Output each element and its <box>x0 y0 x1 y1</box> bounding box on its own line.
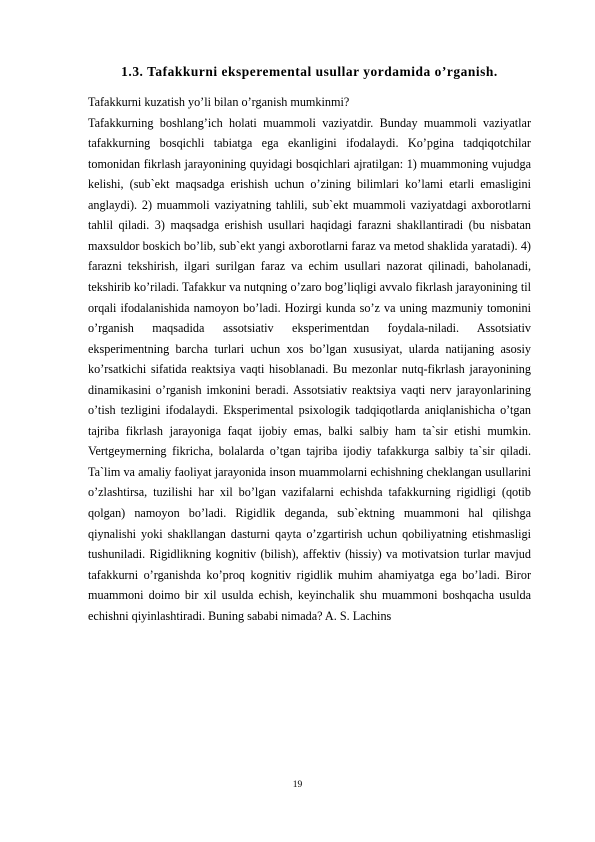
body-paragraph: Tafakkurning boshlang’ich holati muammoli vaziyatdir. Bunday muammoli vaziyatlar tafakkurning bosqichli tabiatga ega ekanligini ifodalaydi. Ko’pgina tadqiqotchilar tomonidan fikrlash jarayonining quyidagi bosqichlari ajratilgan: 1) muammoning vujudga kelishi, (sub`ekt maqsadga erishish uchun o’zining bilimlari ko’lami etarli emasligini anglaydi). 2) muammoli vaziyatning tahlili, sub`ekt muammoli vaziyatdagi axborotlarni tahlil qiladi. 3) maqsadga erishish usullari haqidagi farazni shakllantiradi (bu nisbatan maxsuldor boskich bo’lib, sub`ekt yangi axborotlarni faraz va metod shaklida yaratadi). 4) farazni tekshirish, ilgari surilgan faraz va echim usullari nazorat qilinadi, baholanadi, tekshirib ko’riladi. Tafakkur va nutqning o’zaro bog’liqligi avvalo fikrlash jarayonining til orqali ifodalanishida namoyon bo’ladi. Hozirgi kunda so’z va uning mazmuniy tomonini o’rganish maqsadida assotsiativ eksperimentdan foydala-niladi. Assotsiativ eksperimentning barcha turlari uchun xos bo’lgan xususiyat, ularda natijaning asosiy ko’rsatkichi sifatida reaktsiya vaqti hisoblanadi. Bu mezonlar nutq-fikrlash jarayonining dinamikasini o’rganish imkonini beradi. Assotsiativ reaktsiya vaqti nerv jarayonlarining o’tish tezligini ifodalaydi. Eksperimental psixologik tadqiqotlarda aniqlanishicha o’tgan tajriba fikrlash jarayoniga faqat ijobiy emas, balki salbiy ham ta`sir etishi mumkin. Vertgeymerning fikricha, bolalarda o’tgan tajriba ijodiy tafakkurga salbiy ta`sir qiladi. Ta`lim va amaliy faoliyat jarayonida inson muammolarni echishning cheklangan usullarini o’zlashtirsa, tuzilishi har xil bo’lgan vazifalarni echishda tafakkurning rigidligi (qotib qolgan) namoyon bo’ladi. Rigidlik deganda, sub`ektning muammoni hal qilishga qiynalishi yoki shakllangan dasturni qayta o’zgartirish uchun qobiliyatning etishmasligi tushuniladi. Rigidlikning kognitiv (bilish), affektiv (hissiy) va motivatsion turlar mavjud tafakkurni o’rganishda ko’proq kognitiv rigidlik muhim ahamiyatga ega bo’ladi. Biror muammoni doimo bir xil usulda echish, keyinchalik shu muammoni boshqacha usulda echishni qiyinlashtiradi. Buning sababi nimada? A. S. Lachins <box>88 115 531 623</box>
document-page <box>88 60 531 626</box>
page-number: 19 <box>292 780 303 790</box>
section-question: Tafakkurni kuzatish yo’li bilan o’rganish mumkinmi? <box>88 95 350 109</box>
section-heading: 1.3. Tafakkurni eksperemental usullar yordamida o’rganish. <box>121 64 498 79</box>
